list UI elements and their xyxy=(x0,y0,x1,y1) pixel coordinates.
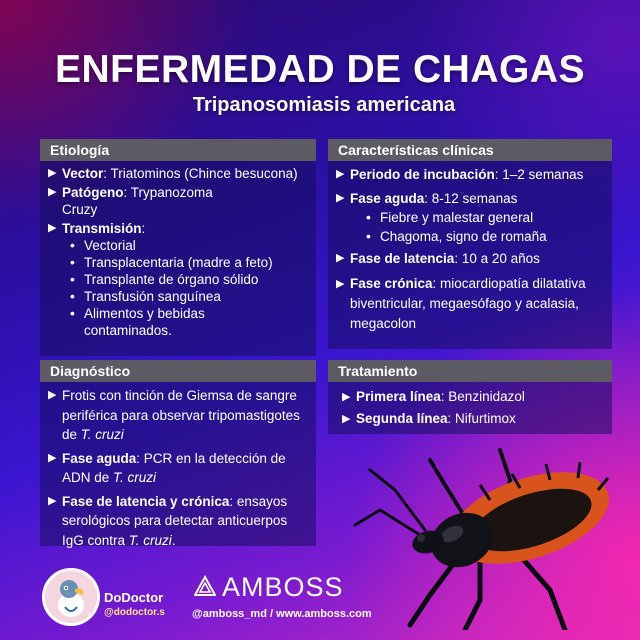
list-item: • Alimentos y bebidas contaminados. xyxy=(70,305,205,338)
diagnostico-cronica: ▶ Fase de latencia y crónica: ensayos serológicos para detectar anticuerpos IgG contra T. cruzi. xyxy=(48,493,288,548)
dot-icon: • xyxy=(70,305,75,321)
dodo-mascot-icon xyxy=(45,571,97,623)
triangle-right-icon: ▶ xyxy=(336,192,345,204)
triangle-right-icon: ▶ xyxy=(48,167,57,179)
clinicas-incubacion: ▶ Periodo de incubación: 1–2 semanas xyxy=(336,167,584,182)
etiologia-panel xyxy=(40,139,316,356)
dot-icon: • xyxy=(70,288,75,304)
etiologia-vector: ▶ Vector: Triatominos (Chince besucona) xyxy=(48,166,298,181)
clinicas-heading: Características clínicas xyxy=(328,139,612,161)
list-item: • Vectorial xyxy=(70,237,136,253)
list-item: • Transfusión sanguínea xyxy=(70,288,221,304)
list-item: • Transplacentaria (madre a feto) xyxy=(70,254,273,270)
diagnostico-aguda: ▶ Fase aguda: PCR en la detección de ADN de T. cruzi xyxy=(48,450,286,485)
tratamiento-segunda: ▶ Segunda línea: Nifurtimox xyxy=(336,409,604,429)
clinicas-latencia: ▶ Fase de latencia: 10 a 20 años xyxy=(336,251,540,266)
triangle-right-icon: ▶ xyxy=(336,278,345,290)
list-item: • Fiebre y malestar general xyxy=(366,209,534,225)
diagnostico-heading: Diagnóstico xyxy=(40,360,316,382)
dot-icon: • xyxy=(70,271,75,287)
triangle-right-icon: ▶ xyxy=(48,494,57,507)
page-subtitle: Tripanosomiasis americana xyxy=(192,94,456,116)
amboss-brand: AMBOSS xyxy=(222,572,344,602)
dot-icon: • xyxy=(366,228,371,244)
triangle-right-icon: ▶ xyxy=(48,186,57,198)
tratamiento-panel xyxy=(328,360,612,434)
clinicas-cronica: ▶ Fase crónica: miocardiopatía dilatativa biventricular, megaesófago y acalasia, megacolon xyxy=(336,276,586,331)
clinicas-panel xyxy=(328,139,612,349)
triangle-right-icon: ▶ xyxy=(342,391,351,403)
dot-icon: • xyxy=(70,237,75,253)
triangle-right-icon: ▶ xyxy=(342,413,351,425)
dodoctor-brand: DoDoctor xyxy=(104,590,164,605)
triangle-right-icon: ▶ xyxy=(336,252,345,264)
list-item: • Transplante de órgano sólido xyxy=(70,271,259,287)
amboss-triangle-icon xyxy=(194,575,216,597)
dot-icon: • xyxy=(70,254,75,270)
triatomine-bug-image xyxy=(350,430,640,630)
etiologia-patogeno: ▶ Patógeno: Trypanozoma Cruzy xyxy=(48,185,213,217)
triangle-right-icon: ▶ xyxy=(48,222,57,234)
diagnostico-panel xyxy=(40,360,316,546)
dodoctor-handle: @dodoctor.s xyxy=(104,607,165,618)
tratamiento-heading: Tratamiento xyxy=(328,360,612,382)
etiologia-transmision: ▶ Transmisión: xyxy=(48,221,146,236)
dodoctor-avatar xyxy=(42,568,100,626)
triangle-right-icon: ▶ xyxy=(48,451,57,464)
triangle-right-icon: ▶ xyxy=(336,168,345,180)
etiologia-heading: Etiología xyxy=(40,139,316,161)
clinicas-aguda: ▶ Fase aguda: 8-12 semanas xyxy=(336,191,518,206)
dot-icon: • xyxy=(366,209,371,225)
triangle-right-icon: ▶ xyxy=(48,389,57,401)
page-title: ENFERMEDAD DE CHAGAS xyxy=(54,48,586,91)
tratamiento-primera: ▶ Primera línea: Benzinidazol xyxy=(336,387,604,407)
list-item: • Chagoma, signo de romaña xyxy=(366,228,547,244)
diagnostico-frotis: ▶ Frotis con tinción de Giemsa de sangre periférica para observar tripomastigotes de T. cruzi xyxy=(48,388,300,442)
amboss-url: @amboss_md / www.amboss.com xyxy=(192,608,372,620)
